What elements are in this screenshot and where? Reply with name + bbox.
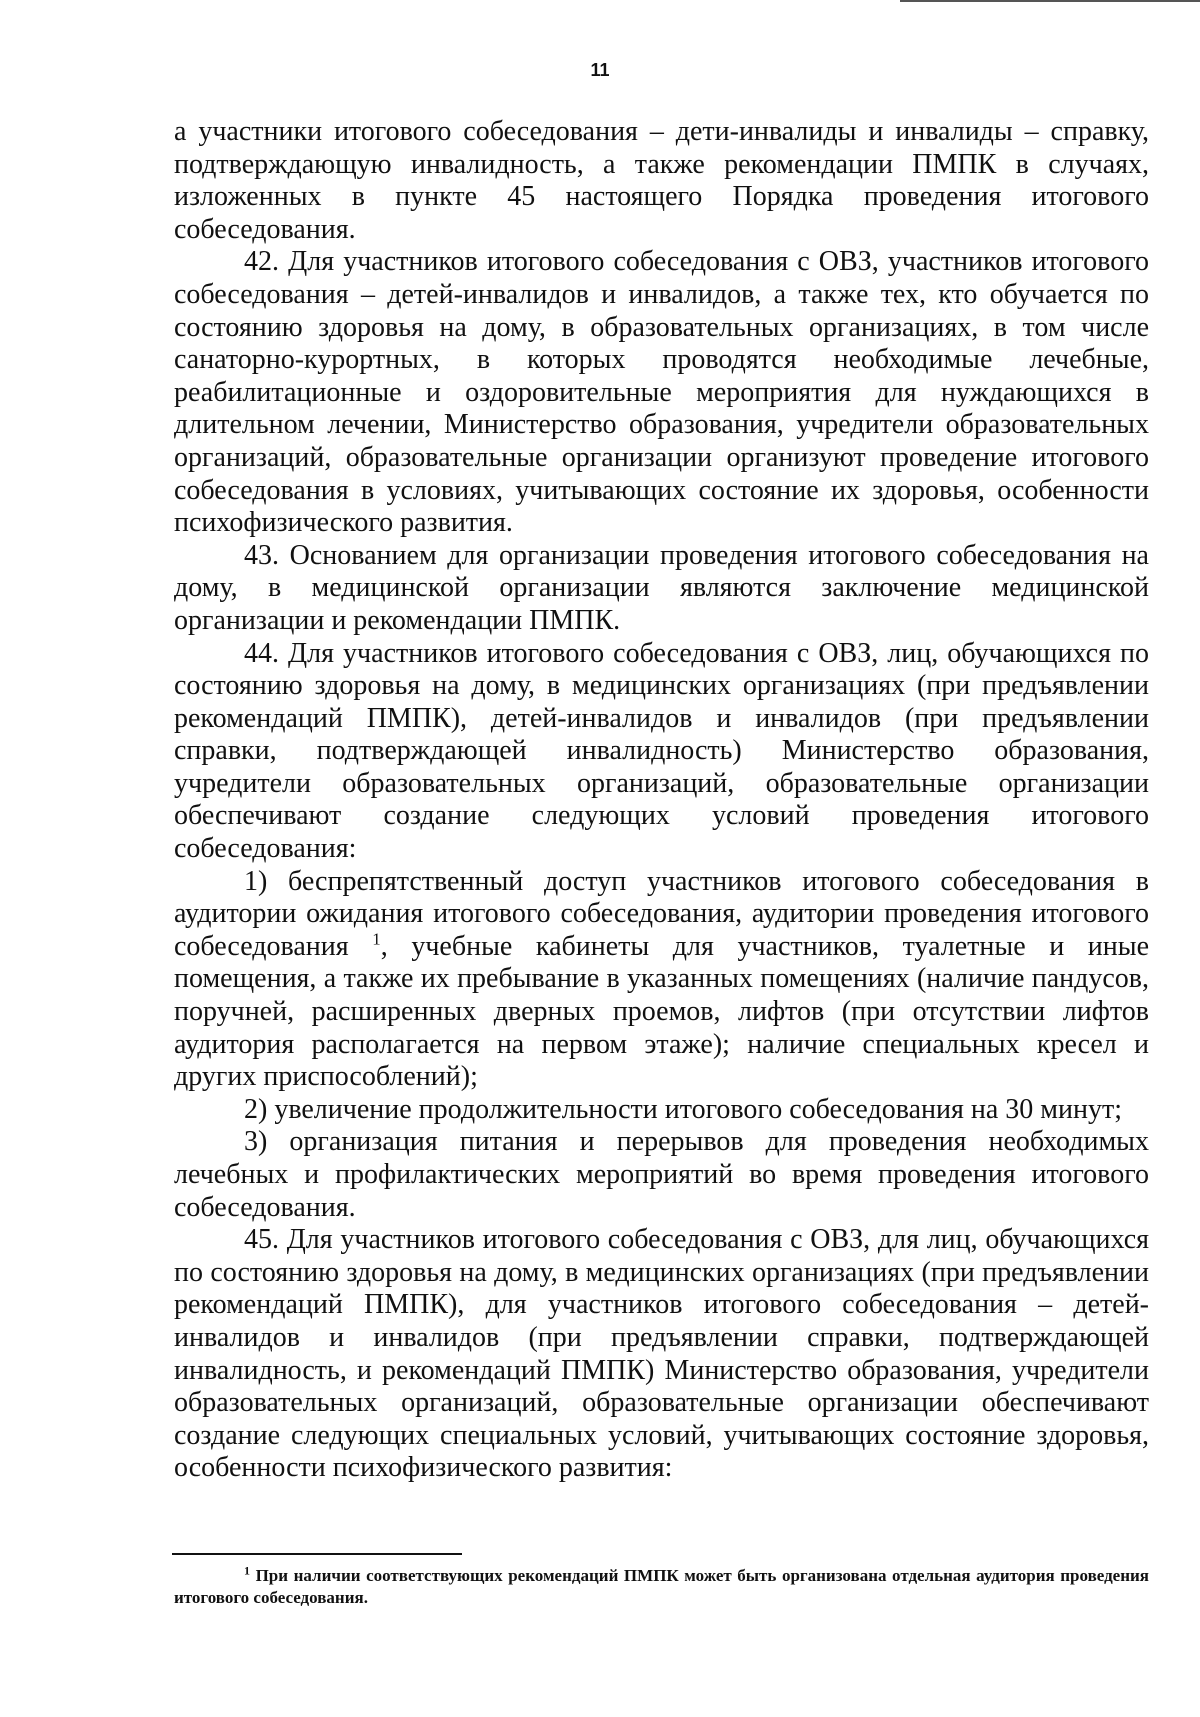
paragraph-41-continuation: а участники итогового собеседования – дети-инвалиды и инвалиды – справку, подтверждающую инвалидность, а также рекомендации ПМПК в случаях, изложенных в пункте 45 настоящего Порядка проведения итогового собеседования. [174,116,1149,245]
page-number: 11 [590,60,610,80]
footnote-text: При наличии соответствующих рекомендаций ПМПК может быть организована отдельная аудитория проведения итогового собеседования. [174,1566,1149,1607]
top-border-line [900,0,1200,2]
paragraph-45: 45. Для участников итогового собеседования с ОВЗ, для лиц, обучающихся по состоянию здоровья на дому, в медицинских организациях (при предъявлении рекомендаций ПМПК), для участников итогового собеседования – детей-инвалидов и инвалидов (при предъявлении справки, подтверждающей инвалидность, и рекомендаций ПМПК) Министерство образования, учредители образовательных организаций, образовательные организации обеспечивают создание следующих специальных условий, учитывающих состояние здоровья, особенности психофизического развития: [174,1224,1149,1484]
paragraph-43: 43. Основанием для организации проведения итогового собеседования на дому, в медицинской организации являются заключение медицинской организации и рекомендации ПМПК. [174,539,1149,636]
list-item-1-text-before: 1) беспрепятственный доступ участников итогового собеседования в аудитории ожидания итогового собеседования, аудитории проведения итогового собеседования [174,865,1149,962]
list-item-2: 2) увеличение продолжительности итогового собеседования на 30 минут; [244,1093,1122,1125]
list-item-1 [174,866,1149,1094]
footnote-separator [172,1553,462,1555]
footnote-marker: 1 [244,1563,250,1578]
footnote [174,1565,1149,1609]
list-item-3: 3) организация питания и перерывов для проведения необходимых лечебных и профилактических мероприятий во время проведения итогового собеседования. [174,1126,1149,1223]
paragraph-44: 44. Для участников итогового собеседования с ОВЗ, лиц, обучающихся по состоянию здоровья на дому, в медицинских организациях (при предъявлении рекомендаций ПМПК), детей-инвалидов и инвалидов (при предъявлении справки, подтверждающей инвалидность) Министерство образования, учредители образовательных организаций, образовательные организации обеспечивают создание следующих условий проведения итогового собеседования: [174,637,1149,865]
paragraph-42: 42. Для участников итогового собеседования с ОВЗ, участников итогового собеседования – детей-инвалидов и инвалидов, а также тех, кто обучается по состоянию здоровья на дому, в образовательных организациях, в том числе санаторно-курортных, в которых проводятся необходимые лечебные, реабилитационные и оздоровительные мероприятия для нуждающихся в длительном лечении, Министерство образования, учредители образовательных организаций, образовательные организации организуют проведение итогового собеседования в условиях, учитывающих состояние их здоровья, особенности психофизического развития. [174,246,1149,539]
document-body [174,116,1149,1485]
footnote-reference[interactable]: 1 [372,929,381,949]
list-item-1-text-after: , учебные кабинеты для участников, туалетные и иные помещения, а также их пребывание в указанных помещениях (наличие пандусов, поручней, расширенных дверных проемов, лифтов (при отсутствии лифтов аудитория располагается на первом этаже); наличие специальных кресел и других приспособлений); [174,930,1149,1093]
